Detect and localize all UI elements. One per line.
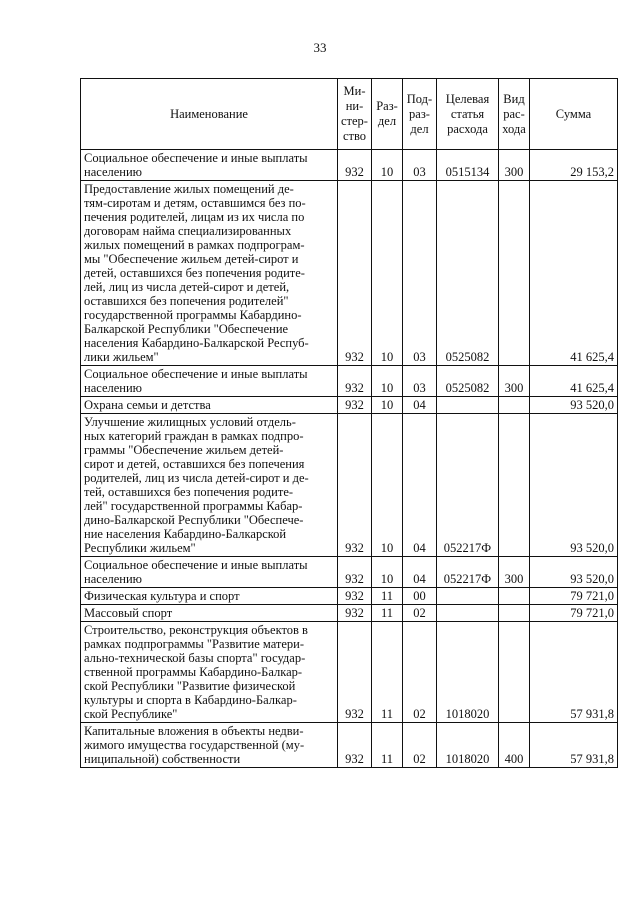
budget-table xyxy=(80,78,618,768)
header-target-article: Целевая статья расхода xyxy=(437,79,499,150)
header-row xyxy=(81,79,618,150)
cell-subsection: 04 xyxy=(403,414,437,557)
cell-expense-type xyxy=(499,605,530,622)
cell-section: 10 xyxy=(372,366,403,397)
table-row xyxy=(81,723,618,768)
table-row xyxy=(81,605,618,622)
cell-target-article: 052217Ф xyxy=(437,557,499,588)
cell-sum: 41 625,4 xyxy=(530,181,618,366)
cell-ministry: 932 xyxy=(338,150,372,181)
cell-subsection: 03 xyxy=(403,150,437,181)
table-row xyxy=(81,622,618,723)
table-row xyxy=(81,397,618,414)
cell-expense-type xyxy=(499,181,530,366)
cell-section: 10 xyxy=(372,557,403,588)
cell-sum: 93 520,0 xyxy=(530,397,618,414)
cell-sum: 79 721,0 xyxy=(530,605,618,622)
cell-sum: 57 931,8 xyxy=(530,723,618,768)
cell-subsection: 02 xyxy=(403,622,437,723)
cell-subsection: 02 xyxy=(403,723,437,768)
cell-ministry: 932 xyxy=(338,414,372,557)
table-row xyxy=(81,150,618,181)
cell-target-article xyxy=(437,588,499,605)
cell-sum: 93 520,0 xyxy=(530,557,618,588)
cell-subsection: 04 xyxy=(403,397,437,414)
cell-expense-type: 300 xyxy=(499,557,530,588)
cell-section: 11 xyxy=(372,605,403,622)
cell-target-article: 0525082 xyxy=(437,181,499,366)
cell-expense-type xyxy=(499,588,530,605)
cell-ministry: 932 xyxy=(338,181,372,366)
table-row xyxy=(81,366,618,397)
cell-target-article: 0525082 xyxy=(437,366,499,397)
cell-target-article: 1018020 xyxy=(437,723,499,768)
cell-name: Предоставление жилых помещений де- тям-сиротам и детям, оставшимся без по- печения родителей, лицам из их числа по договорам найма специализированных жилых помещений в рамках подпрограм- мы "Обеспечение жильем детей-сирот и детей, оставшихся без попечения родите- лей, лиц из числа детей-сирот и детей, оставшихся без попечения родителей" государственной программы Кабардино- Балкарской Республики "Обеспечение населения Кабардино-Балкарской Респуб- лики жильем" xyxy=(81,181,338,366)
cell-expense-type xyxy=(499,414,530,557)
header-section: Раз- дел xyxy=(372,79,403,150)
table-row xyxy=(81,588,618,605)
cell-section: 10 xyxy=(372,414,403,557)
cell-ministry: 932 xyxy=(338,397,372,414)
cell-expense-type xyxy=(499,397,530,414)
cell-ministry: 932 xyxy=(338,723,372,768)
cell-ministry: 932 xyxy=(338,588,372,605)
cell-ministry: 932 xyxy=(338,366,372,397)
cell-name: Охрана семьи и детства xyxy=(81,397,338,414)
cell-name: Физическая культура и спорт xyxy=(81,588,338,605)
cell-target-article: 1018020 xyxy=(437,622,499,723)
cell-name: Социальное обеспечение и иные выплаты населению xyxy=(81,366,338,397)
cell-target-article: 052217Ф xyxy=(437,414,499,557)
cell-target-article xyxy=(437,397,499,414)
cell-name: Улучшение жилищных условий отдель- ных категорий граждан в рамках подпро- граммы "Обеспечение жильем детей- сирот и детей, оставшихся без попечения родителей, лиц из числа детей-сирот и де- тей, оставшихся без попечения родите- лей" государственной программы Кабар- дино-Балкарской Республики "Обеспече- ние населения Кабардино-Балкарской Республики жильем" xyxy=(81,414,338,557)
header-subsection: Под- раз- дел xyxy=(403,79,437,150)
cell-name: Капитальные вложения в объекты недви- жимого имущества государственной (му- ниципальной) собственности xyxy=(81,723,338,768)
cell-section: 11 xyxy=(372,622,403,723)
cell-name: Социальное обеспечение и иные выплаты населению xyxy=(81,150,338,181)
header-name: Наименование xyxy=(81,79,338,150)
cell-expense-type: 300 xyxy=(499,150,530,181)
cell-name: Массовый спорт xyxy=(81,605,338,622)
cell-subsection: 00 xyxy=(403,588,437,605)
cell-section: 10 xyxy=(372,397,403,414)
cell-section: 10 xyxy=(372,150,403,181)
cell-subsection: 04 xyxy=(403,557,437,588)
cell-name: Социальное обеспечение и иные выплаты населению xyxy=(81,557,338,588)
cell-section: 10 xyxy=(372,181,403,366)
header-expense-type: Вид рас- хода xyxy=(499,79,530,150)
page-number: 33 xyxy=(313,40,327,55)
cell-sum: 57 931,8 xyxy=(530,622,618,723)
cell-ministry: 932 xyxy=(338,557,372,588)
cell-ministry: 932 xyxy=(338,622,372,723)
cell-expense-type: 400 xyxy=(499,723,530,768)
cell-subsection: 02 xyxy=(403,605,437,622)
cell-section: 11 xyxy=(372,588,403,605)
cell-target-article: 0515134 xyxy=(437,150,499,181)
cell-section: 11 xyxy=(372,723,403,768)
cell-subsection: 03 xyxy=(403,366,437,397)
table-row xyxy=(81,557,618,588)
cell-target-article xyxy=(437,605,499,622)
header-ministry: Ми- ни- стер- ство xyxy=(338,79,372,150)
cell-ministry: 932 xyxy=(338,605,372,622)
cell-sum: 93 520,0 xyxy=(530,414,618,557)
cell-expense-type xyxy=(499,622,530,723)
header-sum: Сумма xyxy=(530,79,618,150)
cell-subsection: 03 xyxy=(403,181,437,366)
table-row xyxy=(81,414,618,557)
cell-sum: 29 153,2 xyxy=(530,150,618,181)
cell-name: Строительство, реконструкция объектов в рамках подпрограммы "Развитие матери- ально-технической базы спорта" государ- ственной программы Кабардино-Балкар- ской Республики "Развитие физической культуры и спорта в Кабардино-Балкар- ской Республике" xyxy=(81,622,338,723)
table-row xyxy=(81,181,618,366)
cell-sum: 79 721,0 xyxy=(530,588,618,605)
cell-expense-type: 300 xyxy=(499,366,530,397)
cell-sum: 41 625,4 xyxy=(530,366,618,397)
